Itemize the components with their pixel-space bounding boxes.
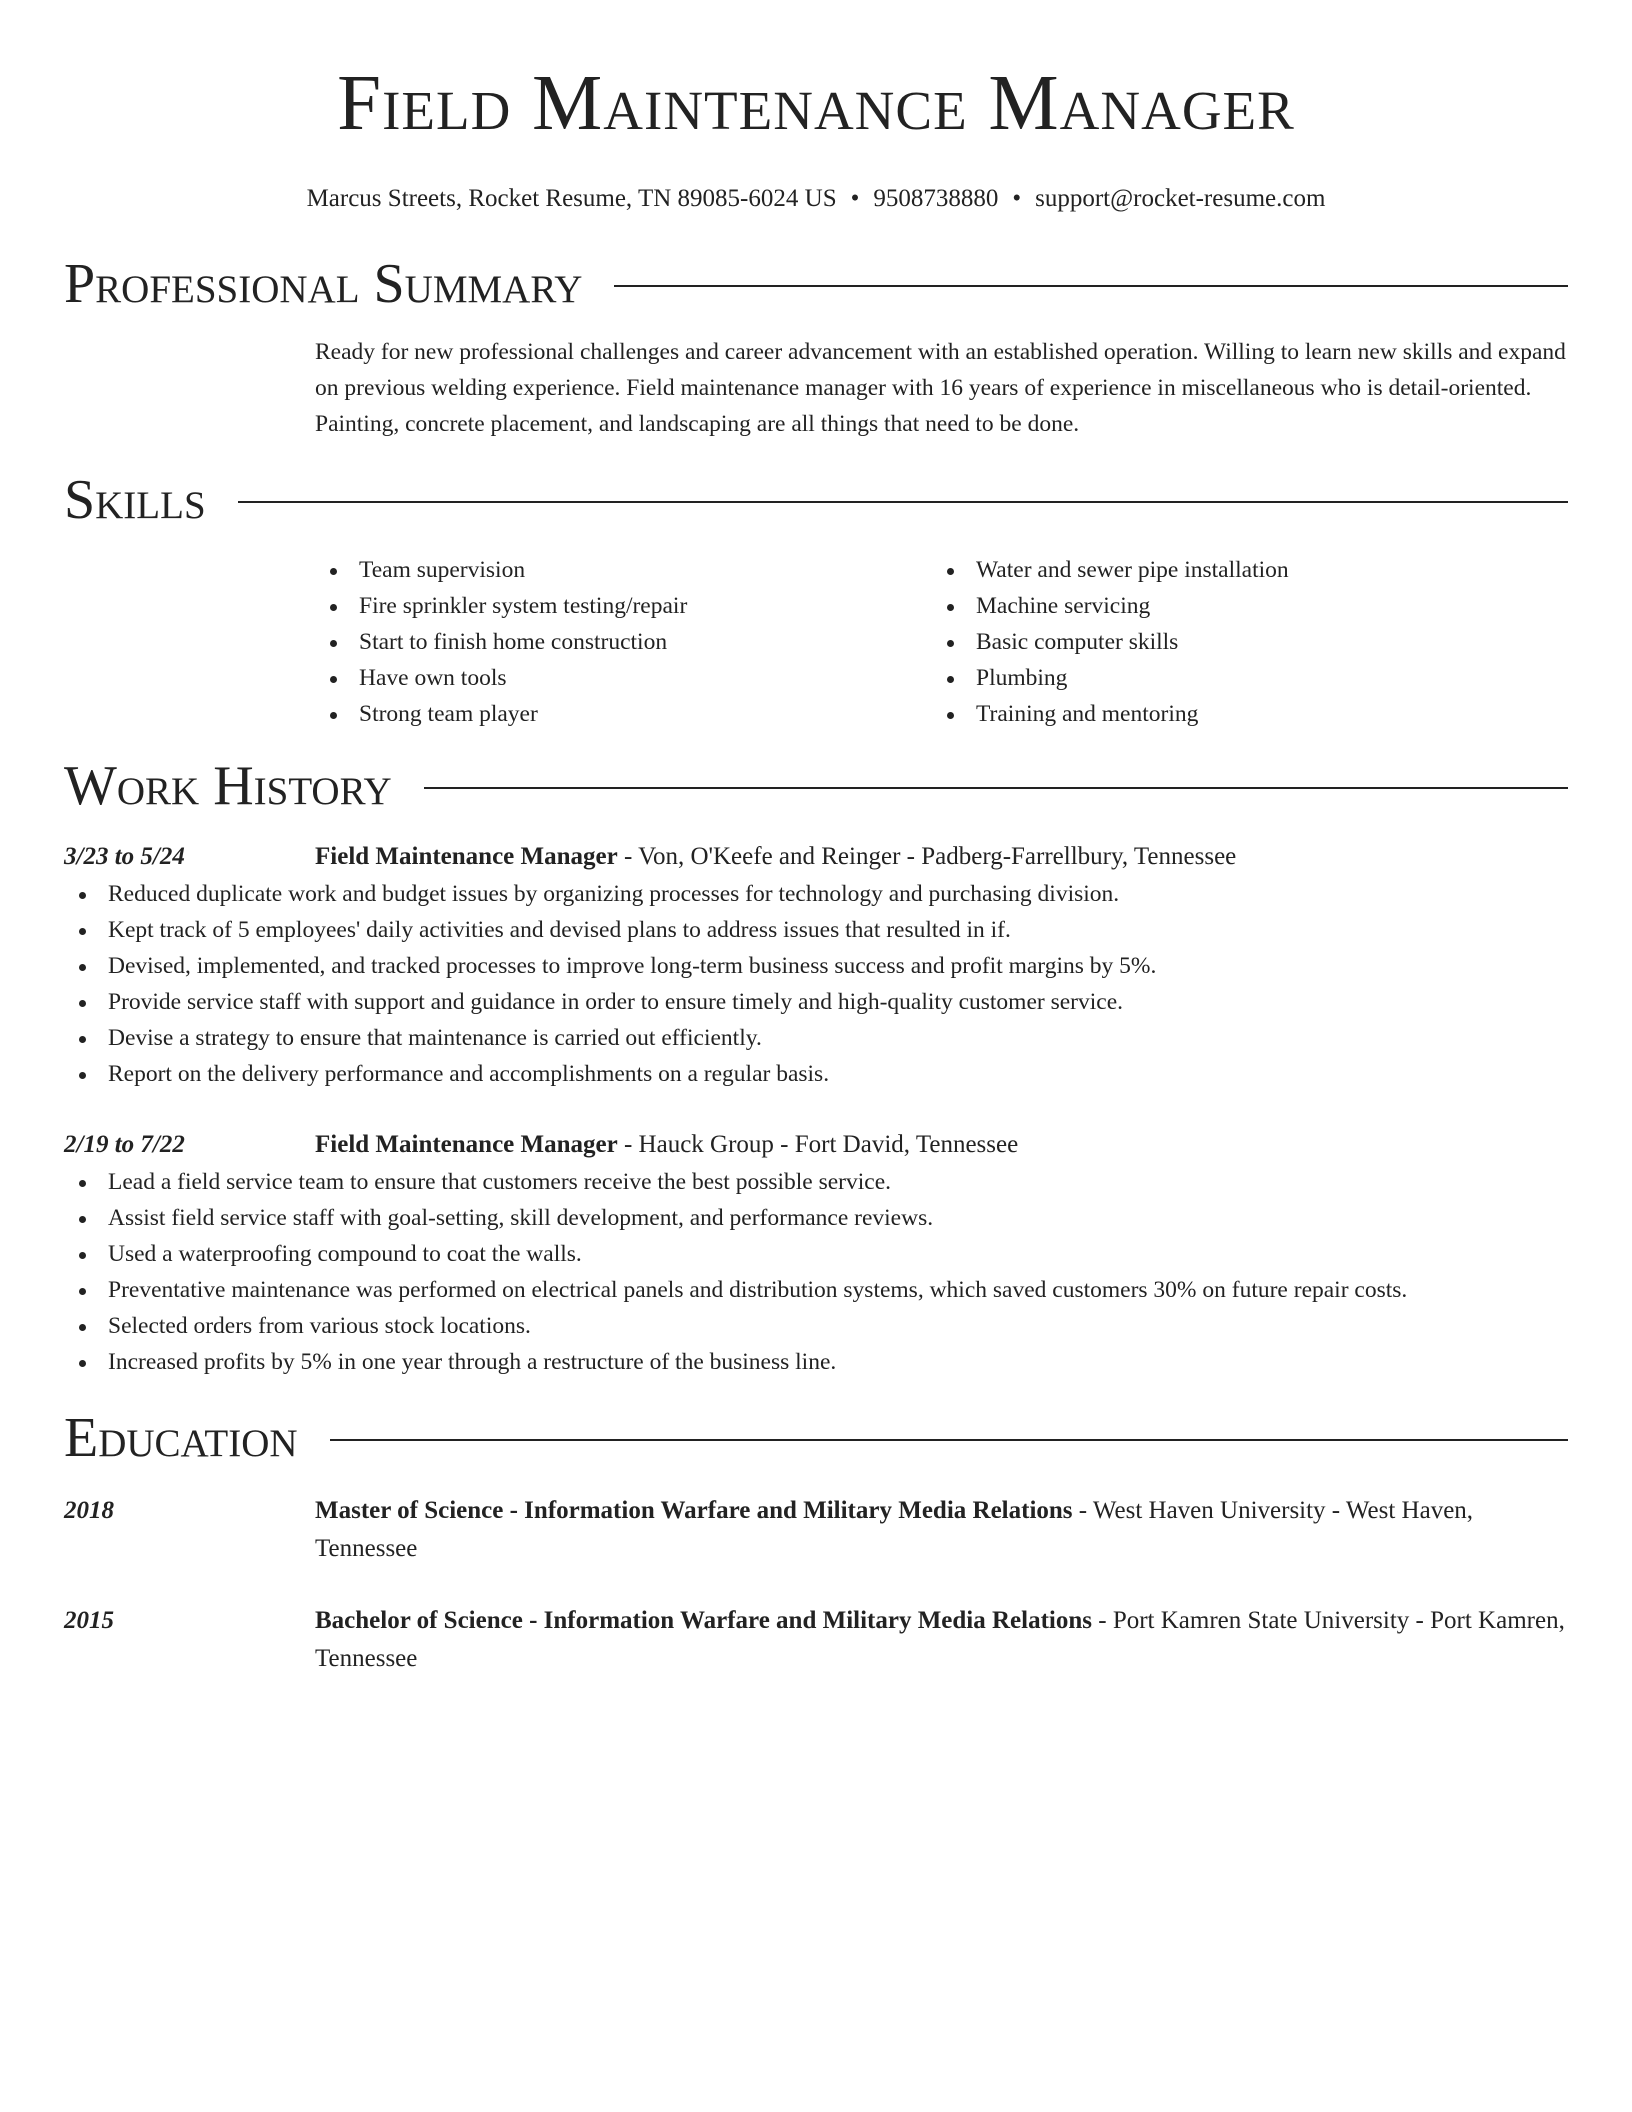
skill-item: Have own tools [315,660,932,696]
education-year: 2018 [64,1497,114,1524]
job-bullet: Selected orders from various stock locations. [64,1308,1568,1344]
section-divider [330,1439,1568,1441]
job-details: - Von, O'Keefe and Reinger - Padberg-Farrellbury, Tennessee [617,843,1237,870]
skills-list [315,552,1568,732]
education-section-header [64,1406,1568,1470]
job-bullet: Reduced duplicate work and budget issues by organizing processes for technology and purchasing division. [64,876,1568,912]
summary-heading: Professional Summary [64,253,583,315]
skill-item: Plumbing [932,660,1549,696]
summary-section-header [64,252,1568,316]
education-entry [64,1492,1568,1568]
job-dates: 2/19 to 7/22 [64,1131,185,1158]
job-title-line [315,838,1568,876]
contact-email[interactable]: support@rocket-resume.com [1035,185,1326,212]
education-line [315,1492,1568,1568]
skills-column-left [315,552,932,732]
job-bullet: Devise a strategy to ensure that maintenance is carried out efficiently. [64,1020,1568,1056]
education-degree: Bachelor of Science - Information Warfare and Military Media Relations [315,1607,1092,1634]
section-divider [614,285,1568,287]
work-section-header [64,754,1568,818]
job-bullet-list [64,876,1568,1092]
skill-item: Water and sewer pipe installation [932,552,1549,588]
skills-heading: Skills [64,469,206,531]
job-bullet: Devised, implemented, and tracked processes to improve long-term business success and profit margins by 5%. [64,948,1568,984]
education-year: 2015 [64,1607,114,1634]
education-line [315,1602,1568,1678]
contact-phone: 9508738880 [873,185,999,212]
summary-text: Ready for new professional challenges and career advancement with an established operation. Willing to learn new skills and expand on previous welding experience. Field maintenance manager with 16 years of experience in miscellaneous who is detail-oriented. Painting, concrete placement, and landscaping are all things that need to be done. [315,339,1566,437]
job-bullet: Used a waterproofing compound to coat the walls. [64,1236,1568,1272]
education-details: - Port Kamren State University - Port Kamren, Tennessee [315,1607,1565,1672]
job-bullet: Report on the delivery performance and accomplishments on a regular basis. [64,1056,1568,1092]
skill-item: Strong team player [315,696,932,732]
job-details: - Hauck Group - Fort David, Tennessee [617,1131,1019,1158]
job-role: Field Maintenance Manager [315,843,618,870]
education-entry [64,1602,1568,1678]
job-dates: 3/23 to 5/24 [64,843,185,870]
skill-item: Start to finish home construction [315,624,932,660]
section-divider [424,787,1568,789]
resume-title: Field Maintenance Manager [337,60,1295,147]
skill-item: Training and mentoring [932,696,1549,732]
job-entry [64,838,1568,1092]
job-bullet: Increased profits by 5% in one year through a restructure of the business line. [64,1344,1568,1380]
education-degree: Master of Science - Information Warfare and Military Media Relations [315,1497,1073,1524]
skill-item: Machine servicing [932,588,1549,624]
job-entry [64,1126,1568,1380]
skills-column-right [932,552,1549,732]
job-bullet-list [64,1164,1568,1380]
job-bullet: Provide service staff with support and guidance in order to ensure timely and high-quality customer service. [64,984,1568,1020]
contact-separator: • [1012,185,1022,212]
job-title-line [315,1126,1568,1164]
job-bullet: Preventative maintenance was performed on electrical panels and distribution systems, which saved customers 30% on future repair costs. [64,1272,1568,1308]
skills-section-header [64,468,1568,532]
skill-item: Fire sprinkler system testing/repair [315,588,932,624]
work-heading: Work History [64,755,392,817]
job-role: Field Maintenance Manager [315,1131,618,1158]
skill-item: Team supervision [315,552,932,588]
job-bullet: Assist field service staff with goal-setting, skill development, and performance reviews. [64,1200,1568,1236]
job-header [64,838,1568,876]
job-bullet: Lead a field service team to ensure that customers receive the best possible service. [64,1164,1568,1200]
job-bullet: Kept track of 5 employees' daily activities and devised plans to address issues that resulted in if. [64,912,1568,948]
contact-address: Marcus Streets, Rocket Resume, TN 89085-6024 US [306,185,837,212]
education-heading: Education [64,1407,298,1469]
job-header [64,1126,1568,1164]
education-details: - West Haven University - West Haven, Tennessee [315,1497,1474,1562]
section-divider [238,501,1568,503]
contact-line [64,182,1568,216]
skill-item: Basic computer skills [932,624,1549,660]
contact-separator: • [850,185,860,212]
